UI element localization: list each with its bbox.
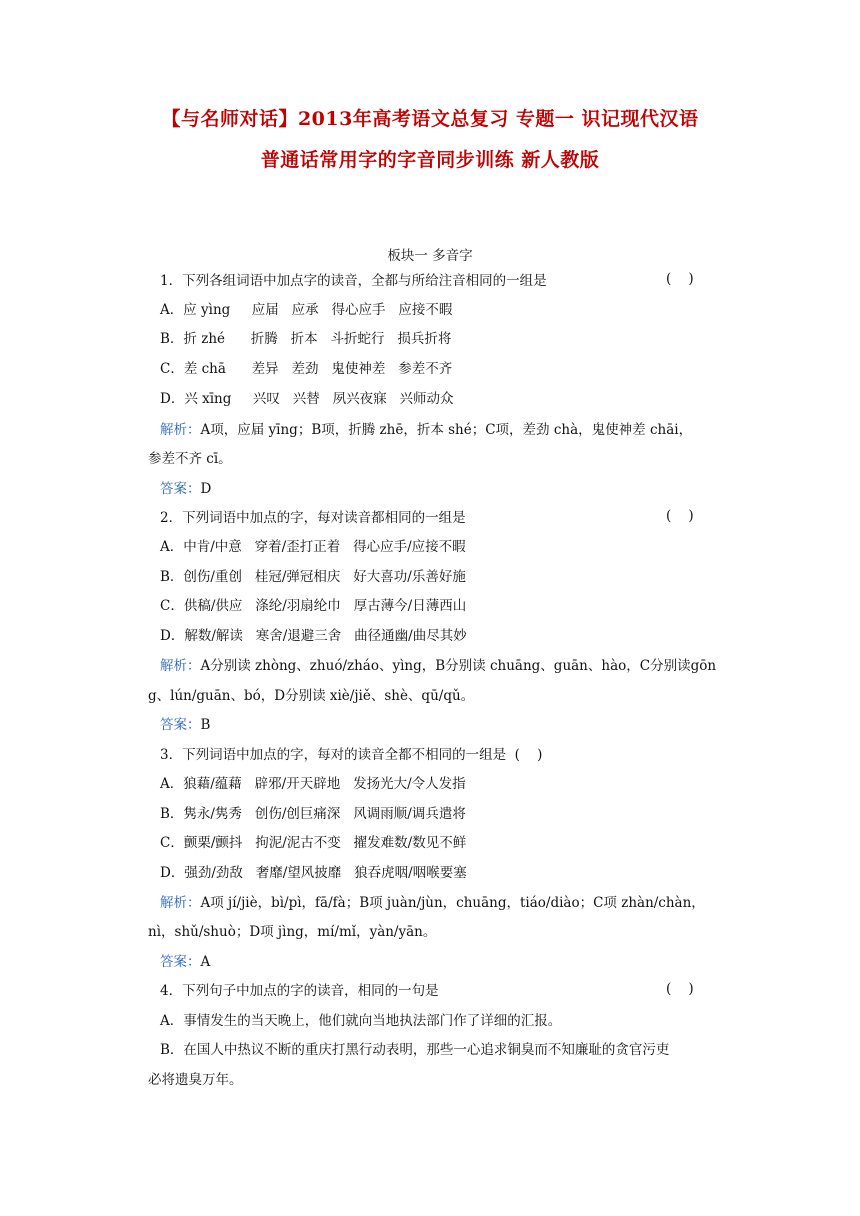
- question-1-answer: [160, 479, 211, 499]
- question-3-option-d: D．强劲/劲敌 奢靡/望风披靡 狼吞虎咽/咽喉要塞: [160, 865, 467, 881]
- section-heading: 板块一 多音字: [387, 248, 473, 264]
- question-2-option-b: B．创伤/重创 桂冠/弹冠相庆 好大喜功/乐善好施: [160, 569, 466, 585]
- question-4-answer-blank: ( ): [666, 981, 694, 997]
- question-1-option-c: C．差 chā 差异 差劲 鬼使神差 参差不齐: [160, 361, 453, 377]
- question-3-option-c: C．颤栗/颤抖 拘泥/泥古不变 擢发难数/数见不鲜: [160, 835, 467, 851]
- question-1-analysis: [160, 420, 692, 440]
- question-1-option-d: D．兴 xīng 兴叹 兴替 夙兴夜寐 兴师动众: [160, 391, 454, 407]
- answer-label: 答案：: [160, 481, 201, 497]
- analysis-text: A项 jí/jiè，bì/pì，fā/fà；B项 juàn/jùn，chuāng，tiáo/diào；C项 zhàn/chàn，: [200, 895, 705, 911]
- question-3-analysis-cont: nì，shǔ/shuò；D项 jìng，mí/mǐ，yàn/yān。: [148, 924, 437, 940]
- question-2-option-a: A．中肯/中意 穿着/歪打正着 得心应手/应接不暇: [160, 539, 466, 555]
- document-title-line1: 【与名师对话】2013年高考语文总复习 专题一 识记现代汉语: [161, 108, 699, 130]
- analysis-text: A项，应届 yīng；B项，折腾 zhē，折本 shé；C项，差劲 chà，鬼使神差 chāi，: [200, 422, 693, 438]
- document-title-line2: 普通话常用字的字音同步训练 新人教版: [260, 149, 600, 171]
- question-2-option-d: D．解数/解读 寒舍/退避三舍 曲径通幽/曲尽其妙: [160, 628, 467, 644]
- question-3-stem: 3．下列词语中加点的字，每对的读音全都不相同的一组是 ( ): [160, 747, 543, 763]
- question-3-option-b: B．隽永/隽秀 创伤/创巨痛深 风调雨顺/调兵遣将: [160, 806, 466, 822]
- answer-value: B: [200, 717, 211, 733]
- analysis-label: 解析：: [160, 658, 201, 674]
- question-1-option-b: B．折 zhé 折腾 折本 斗折蛇行 损兵折将: [160, 331, 452, 347]
- question-1-answer-blank: ( ): [666, 271, 694, 287]
- question-4-stem: 4．下列句子中加点的字的读音，相同的一句是: [160, 983, 439, 999]
- analysis-label: 解析：: [160, 895, 201, 911]
- answer-label: 答案：: [160, 954, 201, 970]
- question-2-analysis-cont: g、lún/guān、bó，D分别读 xiè/jiě、shè、qū/qǔ。: [148, 688, 475, 704]
- answer-value: A: [200, 954, 211, 970]
- question-1-stem: 1．下列各组词语中加点字的读音，全都与所给注音相同的一组是: [160, 273, 547, 289]
- question-2-analysis: [160, 656, 716, 676]
- analysis-label: 解析：: [160, 422, 201, 438]
- question-2-answer: [160, 715, 210, 735]
- question-4-option-b-cont: 必将遗臭万年。: [148, 1072, 243, 1088]
- question-1-option-a: A．应 yìng 应届 应承 得心应手 应接不暇: [160, 302, 453, 318]
- question-3-analysis: [160, 893, 705, 913]
- question-2-stem: 2．下列词语中加点的字，每对读音都相同的一组是: [160, 510, 466, 526]
- question-4-option-a: A．事情发生的当天晚上，他们就向当地执法部门作了详细的汇报。: [160, 1013, 562, 1029]
- question-4-option-b: B．在国人中热议不断的重庆打黑行动表明，那些一心追求铜臭而不知廉耻的贪官污吏: [160, 1042, 670, 1058]
- answer-label: 答案：: [160, 717, 201, 733]
- question-2-answer-blank: ( ): [666, 508, 694, 524]
- question-1-analysis-cont: 参差不齐 cī。: [148, 451, 232, 467]
- answer-value: D: [200, 481, 212, 497]
- analysis-text: A分别读 zhòng、zhuó/zháo、yìng，B分别读 chuāng、guān、hào，C分别读gōn: [200, 658, 717, 674]
- question-3-option-a: A．狼藉/蕴藉 辟邪/开天辟地 发扬光大/令人发指: [160, 776, 466, 792]
- question-2-option-c: C．供稿/供应 涤纶/羽扇纶巾 厚古薄今/日薄西山: [160, 598, 467, 614]
- question-3-answer: [160, 952, 210, 972]
